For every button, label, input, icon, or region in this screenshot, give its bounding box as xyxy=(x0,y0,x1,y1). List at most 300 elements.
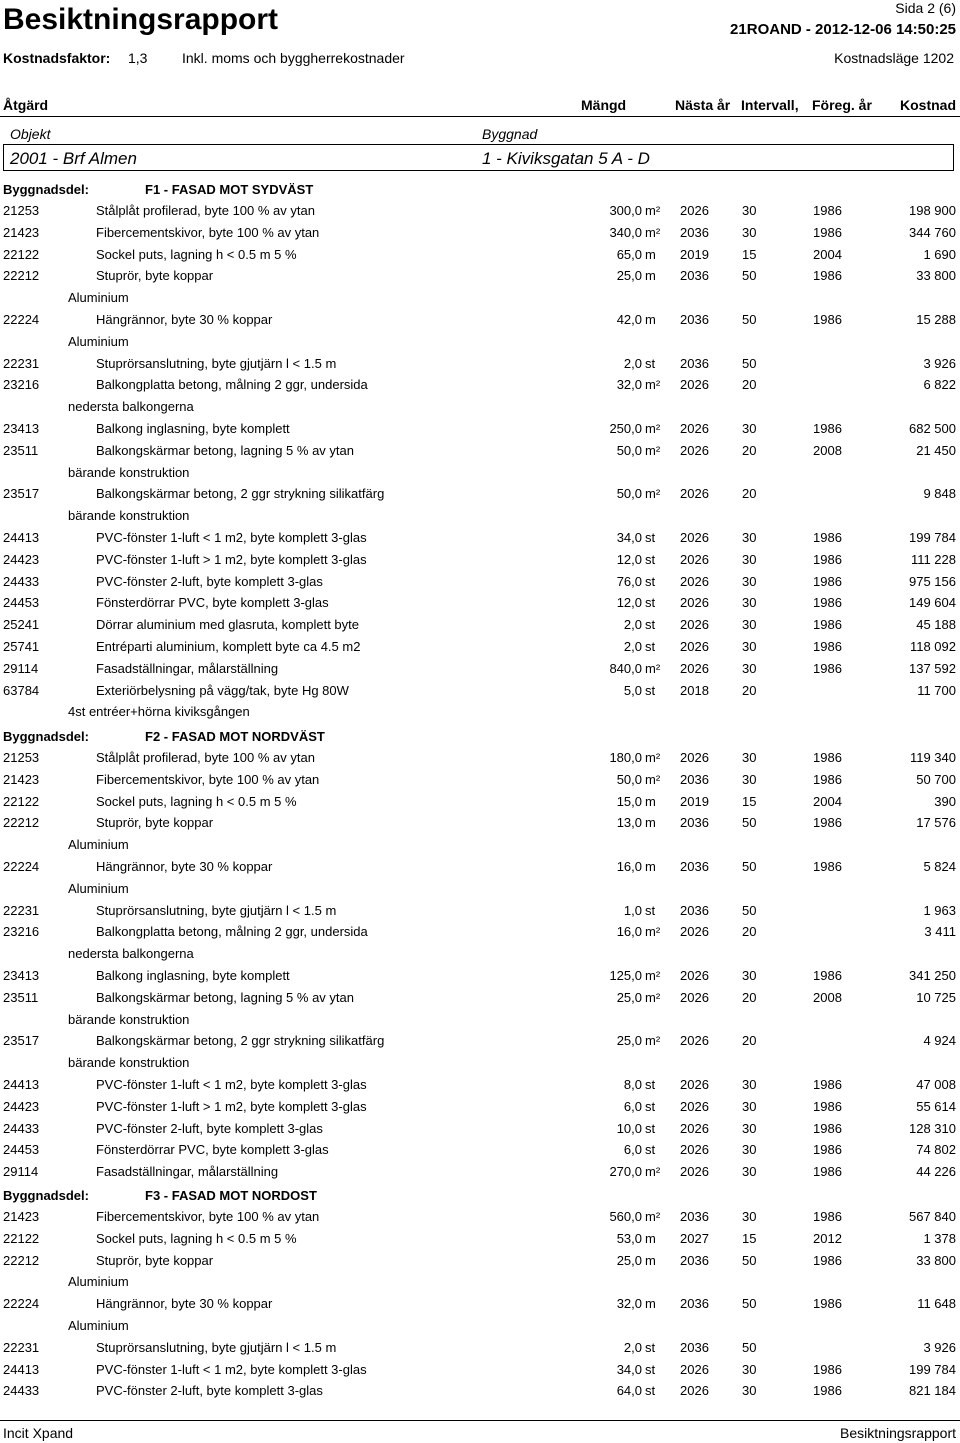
row-unit: m² xyxy=(645,1209,661,1224)
row-description: Stuprörsanslutning, byte gjutjärn l < 1.5 m xyxy=(96,355,337,371)
row-code: 22122 xyxy=(3,246,40,262)
row-interval: 30 xyxy=(742,1077,757,1092)
row-previous-year: 1986 xyxy=(813,1361,842,1377)
row-description: PVC-fönster 1-luft > 1 m2, byte komplett 3-glas xyxy=(96,551,367,567)
row-description: Balkongplatta betong, målning 2 ggr, undersida xyxy=(96,924,368,940)
row-sub-description: nedersta balkongerna xyxy=(68,399,194,415)
row-next-year: 2036 xyxy=(680,224,709,240)
table-row xyxy=(0,1077,960,1097)
row-next-year: 2026 xyxy=(680,639,709,654)
section-name: F3 - FASAD MOT NORDOST xyxy=(145,1188,317,1203)
row-cost: 3 926 xyxy=(923,1339,956,1355)
row-interval: 15 xyxy=(742,1230,757,1246)
row-unit: st xyxy=(645,1142,656,1158)
row-code: 63784 xyxy=(3,682,40,698)
row-quantity: 560,0 xyxy=(609,1209,642,1224)
report-identifier: 21ROAND - 2012-12-06 14:50:25 xyxy=(730,21,956,38)
row-unit: st xyxy=(645,617,656,633)
row-previous-year: 1986 xyxy=(813,1383,842,1399)
row-sub-description: Aluminium xyxy=(68,290,129,306)
row-interval: 20 xyxy=(742,682,757,698)
row-sub-description: 4st entréer+hörna kiviksgången xyxy=(68,704,250,720)
row-previous-year: 2012 xyxy=(813,1230,842,1246)
row-unit: st xyxy=(645,1361,656,1377)
row-interval: 30 xyxy=(742,1209,757,1224)
table-row xyxy=(0,661,960,681)
row-cost: 55 614 xyxy=(916,1098,956,1114)
table-row xyxy=(0,968,960,988)
row-next-year: 2026 xyxy=(680,924,709,940)
row-quantity: 125,0 xyxy=(609,968,642,983)
row-cost: 567 840 xyxy=(909,1209,956,1224)
row-description: Fönsterdörrar PVC, byte komplett 3-glas xyxy=(96,1142,329,1158)
row-unit: m xyxy=(645,1252,656,1268)
row-next-year: 2026 xyxy=(680,1142,709,1158)
row-cost: 821 184 xyxy=(909,1383,956,1399)
row-code: 22231 xyxy=(3,902,40,918)
row-next-year: 2019 xyxy=(680,246,709,262)
row-description: Sockel puts, lagning h < 0.5 m 5 % xyxy=(96,246,297,262)
row-description: Stålplåt profilerad, byte 100 % av ytan xyxy=(96,203,315,218)
row-interval: 20 xyxy=(742,924,757,940)
footer-divider xyxy=(0,1420,960,1421)
row-unit: m² xyxy=(645,377,661,393)
row-code: 25241 xyxy=(3,617,40,633)
row-code: 21423 xyxy=(3,771,40,787)
table-row xyxy=(0,1099,960,1119)
row-quantity: 13,0 xyxy=(616,815,642,831)
row-unit: m² xyxy=(645,924,661,940)
row-interval: 30 xyxy=(742,750,757,765)
row-next-year: 2018 xyxy=(680,682,709,698)
row-quantity: 64,0 xyxy=(616,1383,642,1399)
row-cost: 6 822 xyxy=(923,377,956,393)
row-unit: st xyxy=(645,639,656,654)
row-quantity: 6,0 xyxy=(623,1142,642,1158)
row-quantity: 2,0 xyxy=(623,355,642,371)
row-description: Dörrar aluminium med glasruta, komplett byte xyxy=(96,617,359,633)
row-next-year: 2026 xyxy=(680,1098,709,1114)
row-unit: m² xyxy=(645,1164,661,1180)
cost-inclusion-note: Inkl. moms och byggherrekostnader xyxy=(182,50,405,66)
row-next-year: 2026 xyxy=(680,750,709,765)
row-description: Balkong inglasning, byte komplett xyxy=(96,421,290,436)
header-divider xyxy=(0,116,960,117)
table-row xyxy=(0,903,960,923)
row-previous-year: 1986 xyxy=(813,312,842,327)
table-row xyxy=(0,247,960,267)
row-code: 22212 xyxy=(3,1252,40,1268)
row-cost: 128 310 xyxy=(909,1120,956,1136)
cost-factor-label: Kostnadsfaktor: xyxy=(3,50,111,66)
row-cost: 33 800 xyxy=(916,1252,956,1268)
row-next-year: 2026 xyxy=(680,595,709,611)
row-unit: st xyxy=(645,1120,656,1136)
building-value: 1 - Kiviksgatan 5 A - D xyxy=(482,149,650,168)
row-previous-year: 1986 xyxy=(813,421,842,436)
row-quantity: 25,0 xyxy=(616,1252,642,1268)
row-sub-description: Aluminium xyxy=(68,333,129,349)
row-next-year: 2026 xyxy=(680,203,709,218)
row-interval: 30 xyxy=(742,1383,757,1399)
table-row xyxy=(0,443,960,463)
row-unit: st xyxy=(645,551,656,567)
row-description: Sockel puts, lagning h < 0.5 m 5 % xyxy=(96,1230,297,1246)
row-previous-year: 1986 xyxy=(813,815,842,831)
row-quantity: 32,0 xyxy=(616,377,642,393)
row-code: 22224 xyxy=(3,1296,40,1312)
row-unit: m² xyxy=(645,750,661,765)
row-unit: st xyxy=(645,595,656,611)
row-next-year: 2026 xyxy=(680,1164,709,1180)
row-unit: st xyxy=(645,573,656,589)
row-description: Fasadställningar, målarställning xyxy=(96,1164,279,1180)
row-description: Stuprör, byte koppar xyxy=(96,815,214,831)
row-interval: 20 xyxy=(742,442,757,458)
table-row xyxy=(0,203,960,223)
row-previous-year: 1986 xyxy=(813,268,842,284)
row-description: Stuprör, byte koppar xyxy=(96,1252,214,1268)
row-quantity: 25,0 xyxy=(616,1033,642,1049)
column-header-intervall: Intervall, xyxy=(741,97,799,113)
row-interval: 30 xyxy=(742,639,757,654)
row-code: 24423 xyxy=(3,1098,40,1114)
object-label: Objekt xyxy=(10,126,51,142)
row-sub-description: bärande konstruktion xyxy=(68,1055,190,1071)
row-code: 21423 xyxy=(3,1209,40,1224)
row-unit: st xyxy=(645,1383,656,1399)
row-previous-year: 2004 xyxy=(813,793,842,809)
row-previous-year: 2008 xyxy=(813,989,842,1005)
row-description: Sockel puts, lagning h < 0.5 m 5 % xyxy=(96,793,297,809)
row-cost: 118 092 xyxy=(909,639,956,654)
table-row xyxy=(0,1340,960,1360)
row-quantity: 5,0 xyxy=(623,682,642,698)
row-cost: 1 963 xyxy=(923,902,956,918)
row-code: 22212 xyxy=(3,268,40,284)
row-next-year: 2026 xyxy=(680,1383,709,1399)
row-quantity: 32,0 xyxy=(616,1296,642,1312)
row-quantity: 53,0 xyxy=(616,1230,642,1246)
row-previous-year: 1986 xyxy=(813,224,842,240)
row-unit: m² xyxy=(645,486,661,502)
row-interval: 30 xyxy=(742,1361,757,1377)
row-interval: 30 xyxy=(742,595,757,611)
row-code: 24423 xyxy=(3,551,40,567)
row-interval: 15 xyxy=(742,246,757,262)
row-quantity: 12,0 xyxy=(616,595,642,611)
table-row xyxy=(0,377,960,397)
table-row xyxy=(0,421,960,441)
row-description: PVC-fönster 2-luft, byte komplett 3-glas xyxy=(96,1120,323,1136)
row-previous-year: 1986 xyxy=(813,530,842,545)
table-row xyxy=(0,859,960,879)
table-row xyxy=(0,1142,960,1162)
row-code: 22231 xyxy=(3,1339,40,1355)
table-row xyxy=(0,815,960,835)
row-previous-year: 1986 xyxy=(813,1077,842,1092)
row-interval: 50 xyxy=(742,1339,757,1355)
row-cost: 74 802 xyxy=(916,1142,956,1158)
table-row xyxy=(0,772,960,792)
row-next-year: 2036 xyxy=(680,859,709,874)
row-quantity: 50,0 xyxy=(616,771,642,787)
row-code: 23216 xyxy=(3,924,40,940)
row-code: 23216 xyxy=(3,377,40,393)
row-interval: 20 xyxy=(742,486,757,502)
table-row xyxy=(0,486,960,506)
row-interval: 30 xyxy=(742,1098,757,1114)
row-interval: 30 xyxy=(742,573,757,589)
row-unit: st xyxy=(645,1077,656,1092)
row-description: Balkongskärmar betong, lagning 5 % av ytan xyxy=(96,989,354,1005)
row-description: Balkong inglasning, byte komplett xyxy=(96,968,290,983)
row-cost: 199 784 xyxy=(909,1361,956,1377)
row-interval: 50 xyxy=(742,1252,757,1268)
row-cost: 11 700 xyxy=(917,682,956,698)
row-quantity: 76,0 xyxy=(616,573,642,589)
section-label: Byggnadsdel: xyxy=(3,1188,89,1203)
table-row xyxy=(0,750,960,770)
cost-level: Kostnadsläge 1202 xyxy=(834,50,954,66)
row-description: PVC-fönster 2-luft, byte komplett 3-glas xyxy=(96,1383,323,1399)
row-code: 21423 xyxy=(3,224,40,240)
row-cost: 5 824 xyxy=(923,859,956,874)
table-row xyxy=(0,1121,960,1141)
column-header-nasta-ar: Nästa år xyxy=(675,97,731,113)
row-cost: 3 411 xyxy=(924,924,956,940)
row-unit: m² xyxy=(645,1033,661,1049)
row-description: Fibercementskivor, byte 100 % av ytan xyxy=(96,1209,320,1224)
row-next-year: 2036 xyxy=(680,355,709,371)
row-next-year: 2036 xyxy=(680,902,709,918)
row-previous-year: 1986 xyxy=(813,1142,842,1158)
row-code: 23517 xyxy=(3,1033,40,1049)
row-code: 24433 xyxy=(3,1120,40,1136)
row-previous-year: 2004 xyxy=(813,246,842,262)
row-quantity: 2,0 xyxy=(623,617,642,633)
row-cost: 975 156 xyxy=(909,573,956,589)
row-interval: 50 xyxy=(742,859,757,874)
row-unit: m xyxy=(645,268,656,284)
row-code: 21253 xyxy=(3,750,40,765)
row-interval: 30 xyxy=(742,1142,757,1158)
row-next-year: 2036 xyxy=(680,771,709,787)
row-next-year: 2027 xyxy=(680,1230,709,1246)
row-previous-year: 1986 xyxy=(813,1164,842,1180)
table-row xyxy=(0,639,960,659)
row-unit: m² xyxy=(645,968,661,983)
row-unit: m² xyxy=(645,224,661,240)
row-cost: 47 008 xyxy=(916,1077,956,1092)
row-next-year: 2036 xyxy=(680,312,709,327)
row-previous-year: 1986 xyxy=(813,859,842,874)
row-cost: 4 924 xyxy=(923,1033,956,1049)
row-previous-year: 1986 xyxy=(813,750,842,765)
row-description: Fasadställningar, målarställning xyxy=(96,660,279,676)
row-previous-year: 1986 xyxy=(813,573,842,589)
footer-software: Incit Xpand xyxy=(3,1425,74,1441)
table-row xyxy=(0,794,960,814)
row-next-year: 2026 xyxy=(680,1120,709,1136)
row-code: 24453 xyxy=(3,595,40,611)
row-code: 23413 xyxy=(3,968,40,983)
cost-factor-value: 1,3 xyxy=(128,50,148,66)
row-next-year: 2036 xyxy=(680,815,709,831)
row-quantity: 10,0 xyxy=(616,1120,642,1136)
row-cost: 21 450 xyxy=(916,442,956,458)
row-cost: 199 784 xyxy=(909,530,956,545)
column-header-atgard: Åtgärd xyxy=(3,97,49,113)
row-interval: 50 xyxy=(742,312,757,327)
column-header-mangd: Mängd xyxy=(581,97,627,113)
row-previous-year: 2008 xyxy=(813,442,842,458)
table-row xyxy=(0,1253,960,1273)
row-next-year: 2026 xyxy=(680,1033,709,1049)
row-description: Balkongskärmar betong, lagning 5 % av ytan xyxy=(96,442,354,458)
row-next-year: 2036 xyxy=(680,1252,709,1268)
row-interval: 50 xyxy=(742,815,757,831)
table-row xyxy=(0,312,960,332)
row-previous-year: 1986 xyxy=(813,639,842,654)
table-row xyxy=(0,1296,960,1316)
row-cost: 198 900 xyxy=(909,203,956,218)
row-cost: 50 700 xyxy=(916,771,956,787)
table-row xyxy=(0,1231,960,1251)
row-unit: st xyxy=(645,530,656,545)
row-unit: m² xyxy=(645,421,661,436)
row-description: Entréparti aluminium, komplett byte ca 4.5 m2 xyxy=(96,639,361,654)
row-code: 22231 xyxy=(3,355,40,371)
row-interval: 30 xyxy=(742,530,757,545)
row-previous-year: 1986 xyxy=(813,1098,842,1114)
row-quantity: 840,0 xyxy=(609,660,642,676)
row-unit: m² xyxy=(645,771,661,787)
row-next-year: 2026 xyxy=(680,660,709,676)
row-unit: st xyxy=(645,902,656,918)
row-next-year: 2026 xyxy=(680,486,709,502)
row-next-year: 2036 xyxy=(680,1339,709,1355)
row-quantity: 34,0 xyxy=(616,1361,642,1377)
row-description: Balkongskärmar betong, 2 ggr strykning silikatfärg xyxy=(96,486,385,502)
footer-doc-name: Besiktningsrapport xyxy=(840,1425,956,1441)
section-name: F1 - FASAD MOT SYDVÄST xyxy=(145,182,314,197)
row-code: 24413 xyxy=(3,530,40,545)
row-code: 22224 xyxy=(3,312,40,327)
row-description: Exteriörbelysning på vägg/tak, byte Hg 80W xyxy=(96,682,349,698)
row-quantity: 65,0 xyxy=(616,246,642,262)
row-sub-description: Aluminium xyxy=(68,1274,129,1290)
row-unit: m² xyxy=(645,989,661,1005)
table-row xyxy=(0,1362,960,1382)
row-cost: 111 228 xyxy=(910,551,956,567)
row-previous-year: 1986 xyxy=(813,1252,842,1268)
row-sub-description: bärande konstruktion xyxy=(68,1011,190,1027)
row-code: 24413 xyxy=(3,1077,40,1092)
row-description: PVC-fönster 2-luft, byte komplett 3-glas xyxy=(96,573,323,589)
row-interval: 30 xyxy=(742,968,757,983)
row-code: 24413 xyxy=(3,1361,40,1377)
row-interval: 20 xyxy=(742,1033,757,1049)
row-interval: 50 xyxy=(742,355,757,371)
table-row xyxy=(0,990,960,1010)
table-row xyxy=(0,1164,960,1184)
row-unit: m xyxy=(645,815,656,831)
row-unit: m xyxy=(645,793,656,809)
row-interval: 20 xyxy=(742,377,757,393)
row-quantity: 16,0 xyxy=(616,859,642,874)
row-cost: 149 604 xyxy=(909,595,956,611)
row-cost: 1 690 xyxy=(923,246,956,262)
row-interval: 30 xyxy=(742,551,757,567)
row-next-year: 2026 xyxy=(680,377,709,393)
row-unit: st xyxy=(645,1098,656,1114)
row-code: 22212 xyxy=(3,815,40,831)
row-next-year: 2026 xyxy=(680,989,709,1005)
row-unit: m xyxy=(645,1230,656,1246)
row-previous-year: 1986 xyxy=(813,968,842,983)
row-interval: 30 xyxy=(742,1120,757,1136)
row-code: 22224 xyxy=(3,859,40,874)
table-row xyxy=(0,552,960,572)
row-previous-year: 1986 xyxy=(813,1120,842,1136)
table-row xyxy=(0,1033,960,1053)
table-row xyxy=(0,683,960,703)
row-interval: 30 xyxy=(742,224,757,240)
row-next-year: 2026 xyxy=(680,421,709,436)
row-interval: 20 xyxy=(742,989,757,1005)
row-unit: m² xyxy=(645,442,661,458)
row-description: PVC-fönster 1-luft < 1 m2, byte komplett 3-glas xyxy=(96,1077,367,1092)
row-sub-description: Aluminium xyxy=(68,880,129,896)
row-code: 22122 xyxy=(3,793,40,809)
row-cost: 10 725 xyxy=(916,989,956,1005)
row-interval: 50 xyxy=(742,1296,757,1312)
row-quantity: 300,0 xyxy=(609,203,642,218)
row-interval: 30 xyxy=(742,203,757,218)
row-description: Hängrännor, byte 30 % koppar xyxy=(96,859,273,874)
table-row xyxy=(0,924,960,944)
row-code: 25741 xyxy=(3,639,40,654)
row-code: 29114 xyxy=(3,1164,39,1180)
row-cost: 9 848 xyxy=(923,486,956,502)
row-previous-year: 1986 xyxy=(813,1296,842,1312)
page-number: Sida 2 (6) xyxy=(895,0,956,16)
row-cost: 33 800 xyxy=(916,268,956,284)
row-next-year: 2036 xyxy=(680,1209,709,1224)
row-quantity: 6,0 xyxy=(623,1098,642,1114)
row-sub-description: bärande konstruktion xyxy=(68,464,190,480)
row-quantity: 270,0 xyxy=(609,1164,642,1180)
row-unit: st xyxy=(645,682,656,698)
section-label: Byggnadsdel: xyxy=(3,182,89,197)
building-label: Byggnad xyxy=(482,126,538,142)
row-code: 23511 xyxy=(3,442,39,458)
column-header-kostnad: Kostnad xyxy=(900,97,956,113)
row-sub-description: Aluminium xyxy=(68,837,129,853)
row-quantity: 1,0 xyxy=(623,902,642,918)
row-interval: 30 xyxy=(742,771,757,787)
table-row xyxy=(0,617,960,637)
row-interval: 15 xyxy=(742,793,757,809)
row-interval: 50 xyxy=(742,902,757,918)
row-description: Fönsterdörrar PVC, byte komplett 3-glas xyxy=(96,595,329,611)
table-row xyxy=(0,595,960,615)
table-row xyxy=(0,225,960,245)
row-description: PVC-fönster 1-luft < 1 m2, byte komplett 3-glas xyxy=(96,1361,367,1377)
row-unit: m xyxy=(645,1296,656,1312)
row-cost: 11 648 xyxy=(917,1296,956,1312)
